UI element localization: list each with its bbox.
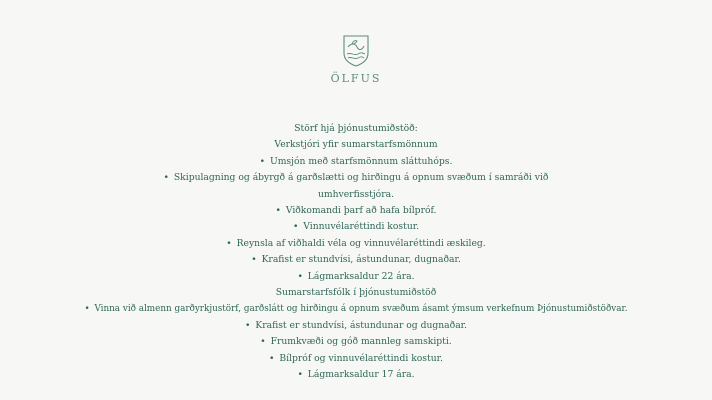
logo-text: ÖLFUS xyxy=(330,72,382,85)
olfus-crest-icon xyxy=(341,34,371,68)
bullet-icon: • xyxy=(297,369,303,381)
list-item: • Vinnuvélaréttindi kostur. xyxy=(292,221,420,233)
bullet-icon: • xyxy=(297,270,303,282)
bullet-icon: • xyxy=(84,304,90,315)
subheading-foreman: Verkstjóri yfir sumarstarfsmönnum xyxy=(274,139,438,151)
list-item: • Bílpróf og vinnuvélaréttindi kostur. xyxy=(269,352,443,364)
bullet-icon: • xyxy=(292,221,299,233)
bullet-icon: • xyxy=(275,205,281,217)
site-logo[interactable] xyxy=(0,34,712,85)
bullet-icon: • xyxy=(259,155,266,167)
list-item: • Krafist er stundvísi, ástundunar og dugnaðar. xyxy=(245,319,467,331)
list-item: • Vinna við almenn garðyrkjustörf, garðslátt og hirðingu á opnum svæðum ásamt ýmsum verkefnum Þjónustumiðstöðvar. xyxy=(84,304,628,315)
bullet-icon: • xyxy=(226,237,232,249)
bullet-icon: • xyxy=(260,336,266,348)
list-item: • Krafist er stundvísi, ástundunar, dugnaðar. xyxy=(251,254,461,266)
heading-jobs: Störf hjá þjónustumiðstöð: xyxy=(294,123,418,134)
bullet-icon: • xyxy=(251,254,257,266)
list-item: • Viðkomandi þarf að hafa bílpróf. xyxy=(275,205,437,217)
bullet-icon: • xyxy=(269,352,275,364)
list-item: • Frumkvæði og góð mannleg samskipti. xyxy=(260,336,452,348)
list-item: • Lágmarksaldur 17 ára. xyxy=(297,369,415,381)
list-item: • Umsjón með starfsmönnum sláttuhóps. xyxy=(259,155,453,167)
job-listing xyxy=(0,121,712,384)
subheading-summer-staff: Sumarstarfsfólk í þjónustumiðstöð xyxy=(275,287,437,299)
list-item: • Skipulagning og ábyrgð á garðslætti og hirðingu á opnum svæðum í samráði við umhverfisstjóra. xyxy=(163,172,549,200)
list-item: • Lágmarksaldur 22 ára. xyxy=(297,270,415,282)
list-item: • Reynsla af viðhaldi véla og vinnuvélaréttindi æskileg. xyxy=(226,237,486,249)
bullet-icon: • xyxy=(245,319,251,331)
bullet-icon: • xyxy=(163,172,169,184)
